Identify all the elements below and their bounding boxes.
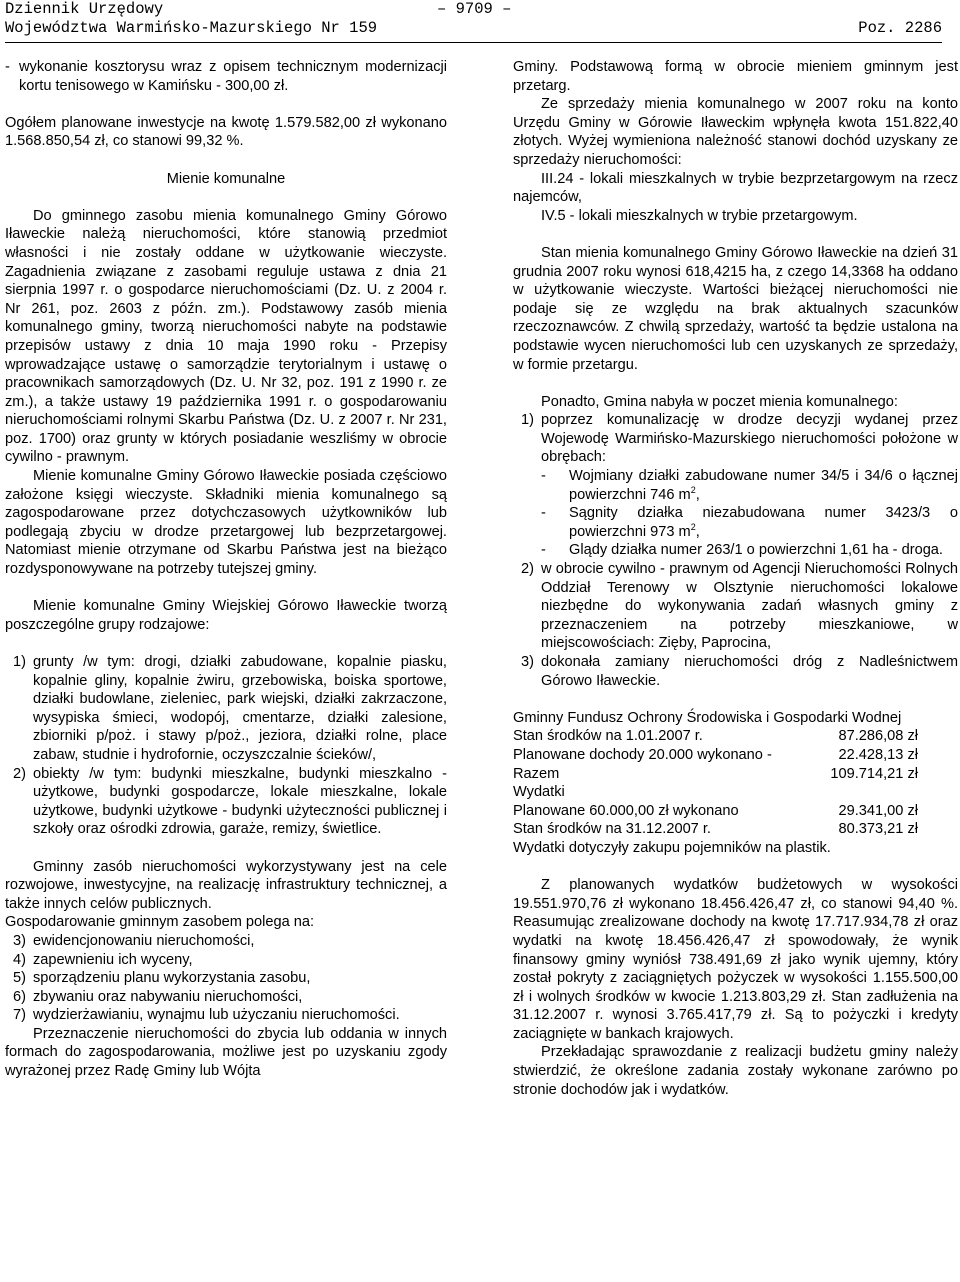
sale-item: IV.5 - lokali mieszkalnych w trybie przetargowym. bbox=[541, 207, 858, 224]
finance-value: 109.714,21 zł bbox=[830, 765, 918, 782]
finance-row bbox=[513, 727, 918, 746]
list-number: 5) bbox=[13, 970, 26, 987]
dash-marker: - bbox=[541, 542, 546, 559]
paragraph: Ze sprzedaży mienia komunalnego w 2007 roku na konto Urzędu Gminy w Górowie Iławeckim wpłynęła kwota 151.822,40 złotych. Wyżej wymieniona należność stanowi dochód uzyskany ze sprzedaży nieruchomości: bbox=[513, 96, 958, 168]
finance-value: 29.341,00 zł bbox=[838, 802, 918, 819]
finance-value: 22.428,13 zł bbox=[838, 746, 918, 763]
finance-label: Planowane dochody 20.000 wykonano - bbox=[513, 746, 772, 763]
list-item-text: zapewnieniu ich wyceny, bbox=[33, 951, 193, 968]
sub-item-text: Wojmiany działki zabudowane numer 34/5 i 34/6 o łącznej powierzchni 746 m bbox=[569, 468, 958, 503]
sub-item-text: Glądy działka numer 263/1 o powierzchni 1,61 ha - droga. bbox=[569, 542, 943, 559]
list-number: 4) bbox=[13, 951, 26, 968]
list-number: 1) bbox=[521, 412, 534, 429]
list-number: 3) bbox=[521, 654, 534, 670]
investment-item-text: wykonanie kosztorysu wraz z opisem technicznym modernizacji kortu tenisowego w Kamińsku - 300,00 zł. bbox=[19, 59, 447, 94]
paragraph: Gospodarowanie gminnym zasobem polega na: bbox=[5, 914, 315, 931]
list-item bbox=[5, 988, 447, 1007]
finance-row bbox=[513, 820, 918, 839]
page-number: – 9709 – bbox=[437, 0, 512, 18]
list-item bbox=[5, 1006, 447, 1025]
investment-summary: Ogółem planowane inwestycje na kwotę 1.579.582,00 zł wykonano 1.568.850,54 zł, co stanowi 99,32 %. bbox=[5, 114, 447, 150]
finance-label: Razem bbox=[513, 765, 560, 782]
superscript: 2 bbox=[690, 484, 696, 495]
finance-value: 87.286,08 zł bbox=[838, 728, 918, 745]
fund-note: Wydatki dotyczyły zakupu pojemników na plastik. bbox=[513, 839, 831, 856]
finance-row bbox=[513, 765, 918, 784]
list-item-text: grunty /w tym: drogi, działki zabudowane, kopalnie piasku, kopalnie gliny, kopalnie żwiru, grzebowiska, boiska sportowe, działki budowlane, zieleniec, park wiejski, działki zakrzaczone, wysypiska śmieci, wodopój, cmentarze, działki zalesione, zbiorniki p/poż. i stawy p/poż., jeziora, działki rolne, place zabaw, studnie i hydrofornie, oczyszczalnie ścieków/, bbox=[33, 654, 447, 763]
paragraph: Gminy. Podstawową formą w obrocie mieniem gminnym jest przetarg. bbox=[513, 59, 958, 94]
paragraph: Gminny zasób nieruchomości wykorzystywany jest na cele rozwojowe, inwestycyjne, na realizację infrastruktury technicznej, a także innych celów publicznych. bbox=[5, 858, 447, 912]
paragraph: Ponadto, Gmina nabyła w poczet mienia komunalnego: bbox=[541, 393, 898, 410]
paragraph: Mienie komunalne Gminy Górowo Iławeckie posiada częściowo założone księgi wieczyste. Składniki mienia komunalnego są zagospodarowane przez dotychczasowych użytkowników lub podlegają zbyciu w drodze przetargowej lub bezprzetargowej. Natomiast mienie otrzymane od Skarbu Państwa jest na bieżąco rozdysponowywane na potrzeby tutejszej gminy. bbox=[5, 468, 447, 578]
finance-row bbox=[513, 746, 918, 765]
list-number: 2) bbox=[521, 561, 534, 578]
list-item-text: w obrocie cywilno - prawnym od Agencji Nieruchomości Rolnych Oddział Terenowy w Olsztynie nieruchomości lokalowe niezbędne do wykonywania zadań własnych gminy z przeznaczeniem na potrzeby mieszkaniowe, w miejscowościach: Zięby, Paprocina, bbox=[541, 561, 958, 652]
expenses-label: Wydatki bbox=[513, 784, 565, 801]
paragraph: Mienie komunalne Gminy Wiejskiej Górowo Iławeckie tworzą poszczególne grupy rodzajowe: bbox=[5, 598, 447, 633]
list-item bbox=[5, 951, 447, 970]
dash-marker: - bbox=[5, 59, 10, 75]
list-item bbox=[513, 411, 958, 467]
paragraph: Przekładając sprawozdanie z realizacji budżetu gminy należy stwierdzić, że określone zadania zostały wykonane zarówno po stronie dochodów jak i wydatków. bbox=[513, 1044, 958, 1098]
list-item bbox=[513, 653, 958, 690]
sub-item-tail: , bbox=[695, 486, 700, 503]
list-item-text: zbywaniu oraz nabywaniu nieruchomości, bbox=[33, 988, 303, 1005]
sub-list-item bbox=[541, 504, 958, 541]
section-heading: Mienie komunalne bbox=[166, 170, 286, 187]
journal-subtitle: Województwa Warmińsko-Mazurskiego Nr 159 bbox=[5, 19, 378, 37]
list-item-text: ewidencjonowaniu nieruchomości, bbox=[33, 932, 255, 949]
list-item bbox=[5, 932, 447, 951]
list-number: 6) bbox=[13, 988, 26, 1005]
superscript: 2 bbox=[690, 521, 696, 532]
page-header bbox=[5, 0, 942, 43]
left-column bbox=[5, 58, 447, 1081]
finance-row bbox=[513, 802, 918, 821]
right-column bbox=[513, 58, 958, 1099]
list-item-text: dokonała zamiany nieruchomości dróg z Nadleśnictwem Górowo Iławeckie. bbox=[541, 654, 958, 689]
dash-marker: - bbox=[541, 505, 546, 522]
list-number: 7) bbox=[13, 1007, 26, 1024]
journal-title: Dziennik Urzędowy bbox=[5, 0, 164, 18]
list-item-text: poprzez komunalizację w drodze decyzji wydanej przez Wojewodę Warmińsko-Mazurskiego nieruchomości położone w obrębach: bbox=[541, 412, 958, 466]
list-item bbox=[5, 969, 447, 988]
paragraph: Stan mienia komunalnego Gminy Górowo Iławeckie na dzień 31 grudnia 2007 roku wynosi 618,4215 ha, z czego 14,3368 ha oddano w użytkowanie wieczyste. Wartości bieżącej nieruchomości nie podaje się ze względu na brak aktualnych szacunków rzeczoznawców. Z chwilą sprzedaży, wartość ta będzie ustalona na podstawie wycen nieruchomości lub cen uzyskanych ze sprzedaży, w formie przetargu. bbox=[513, 244, 958, 373]
list-item bbox=[5, 653, 447, 765]
list-number: 3) bbox=[13, 932, 26, 949]
list-item bbox=[513, 560, 958, 653]
list-item-text: obiekty /w tym: budynki mieszkalne, budynki mieszkalno - użytkowe, budynki gospodarcze, lokale mieszkalne, lokale użytkowe, budynki użytkowe - budynki użyteczności publicznej i szkoły oraz ośrodki zdrowia, garaże, remizy, świetlice. bbox=[33, 765, 447, 838]
dash-marker: - bbox=[541, 468, 546, 485]
list-item bbox=[5, 765, 447, 839]
sub-item-text: Sągnity działka niezabudowana numer 3423/3 o powierzchni 973 m bbox=[569, 505, 958, 540]
list-number: 2) bbox=[13, 765, 26, 782]
sub-item-tail: , bbox=[695, 523, 700, 540]
paragraph: Przeznaczenie nieruchomości do zbycia lub oddania w innych formach do zagospodarowania, możliwe jest po uzyskaniu zgody wyrażonej przez Radę Gminy lub Wójta bbox=[5, 1025, 447, 1080]
paragraph: Z planowanych wydatków budżetowych w wysokości 19.551.970,76 zł wykonano 18.456.426,47 zł, co stanowi 94,40 %. Reasumując zrealizowane dochody na kwotę 17.717.934,78 zł oraz wydatki na kwotę 18.456.426,47 zł spowodowały, że wynik finansowy gminy wyniósł 738.491,69 zł jako wynik ujemny, który został pokryty z zaciągniętych pożyczek w wysokości 1.155.500,00 zł i wolnych środków w kwocie 1.213.803,29 zł. Stan zadłużenia na 31.12.2007 r. wynosi 3.765.417,79 zł. Są to pożyczki i kredyty zaciągnięte w bankach krajowych. bbox=[513, 877, 958, 1042]
investment-item bbox=[5, 58, 447, 95]
list-item-text: sporządzeniu planu wykorzystania zasobu, bbox=[33, 970, 311, 987]
finance-label: Stan środków na 1.01.2007 r. bbox=[513, 728, 703, 745]
fund-title: Gminny Fundusz Ochrony Środowiska i Gospodarki Wodnej bbox=[513, 709, 902, 726]
finance-label: Stan środków na 31.12.2007 r. bbox=[513, 821, 711, 838]
sub-list-item bbox=[541, 541, 958, 560]
sale-item: III.24 - lokali mieszkalnych w trybie bezprzetargowym na rzecz najemców, bbox=[513, 170, 958, 206]
finance-label: Planowane 60.000,00 zł wykonano bbox=[513, 802, 739, 819]
list-number: 1) bbox=[13, 654, 26, 670]
list-item-text: wydzierżawianiu, wynajmu lub użyczaniu nieruchomości. bbox=[33, 1007, 400, 1024]
position-number: Poz. 2286 bbox=[858, 19, 942, 37]
finance-value: 80.373,21 zł bbox=[838, 821, 918, 838]
sub-list-item bbox=[541, 467, 958, 504]
paragraph: Do gminnego zasobu mienia komunalnego Gminy Górowo Iławeckie należą nieruchomości, które stanowią przedmiot własności i nie zostały oddane w użytkowanie wieczyste. Zagadnienia związane z zasobami reguluje ustawa z dnia 21 sierpnia 1997 r. o gospodarce nieruchomościami (Dz. U. z 2004 r. Nr 261, poz. 2603 z późn. zm.). Podstawowy zasób mienia komunalnego gminy, tworzą nieruchomości nabyte na podstawie przepisów ustawy z dnia 10 maja 1990 roku - Przepisy wprowadzające ustawę o samorządzie terytorialnym i ustawę o pracownikach samorządowych (Dz. U. Nr 32, poz. 191 z 1990 r. ze zm.), a także ustawy 19 października 1991 r. o gospodarowaniu nieruchomościami rolnymi Skarbu Państwa (Dz. U. z 2007 r. Nr 231, poz. 1700) oraz grunty w których posiadanie weszliśmy w obrocie cywilno - prawnym. bbox=[5, 207, 447, 466]
